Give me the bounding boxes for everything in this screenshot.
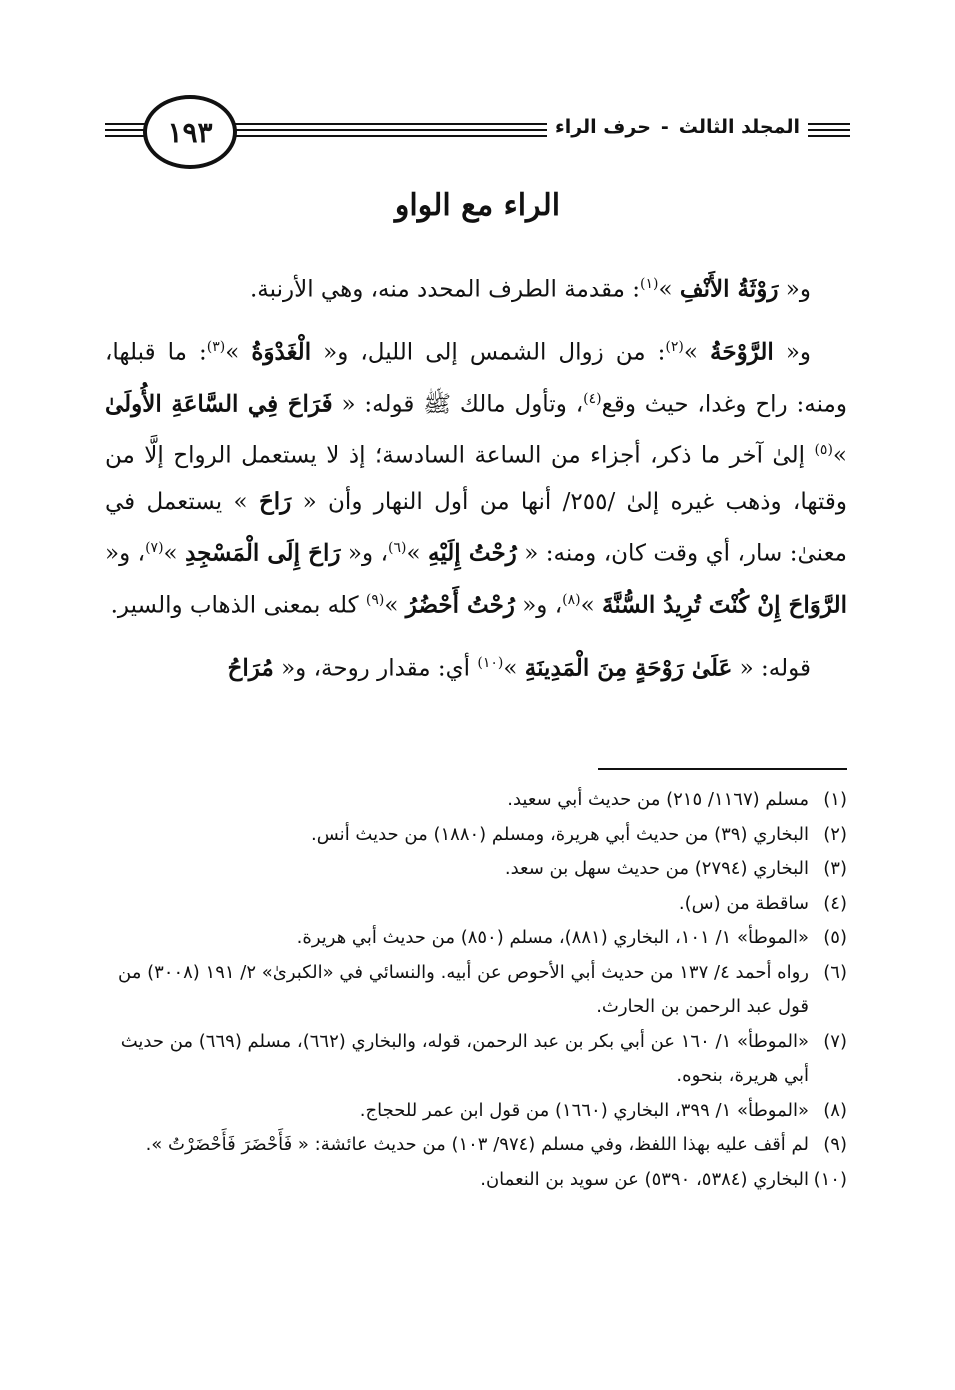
- footnote-text: «الموطأ» ١/ ١٠١، البخاري (٨٨١)، مسلم (٨٥٠) من حديث أبي هريرة.: [296, 927, 809, 948]
- chapter-label: حرف الراء: [555, 116, 651, 138]
- footnote-text: «الموطأ» ١/ ٣٩٩، البخاري (١٦٦٠) من قول ابن عمر للحجاج.: [359, 1099, 809, 1121]
- term: مُرَاحُ: [227, 654, 274, 682]
- footnote-text: البخاري (٣٩) من حديث أبي هريرة، ومسلم (١٨٨٠) من حديث أنس.: [311, 823, 809, 845]
- body-text: [105, 262, 847, 704]
- section-title: الراء مع الواو: [394, 188, 561, 223]
- paragraph-1: [105, 262, 847, 313]
- running-head: [547, 116, 808, 138]
- term: عَلَىٰ رَوْحَةٍ مِنَ الْمَدِينَةِ: [524, 654, 733, 682]
- term: رُحْتُ إِلَيْهِ: [428, 539, 517, 567]
- footnote: [105, 921, 847, 956]
- footnote-number: (٣): [823, 858, 847, 879]
- quote-close: »: [658, 276, 680, 303]
- term: فَرَاحَ فِي السَّاعَةِ الأُولَىٰ: [105, 390, 333, 418]
- footnote-number: (٥): [823, 927, 847, 948]
- quote-close: »: [503, 655, 525, 682]
- footnote: [105, 852, 847, 887]
- footnote-ref: (٧): [145, 540, 164, 557]
- text-run: : مقدمة الطرف المحدد منه، وهي الأرنبة.: [250, 276, 640, 303]
- footnote-ref: (٩): [365, 591, 385, 608]
- footnotes: [105, 783, 847, 1197]
- footnote: [105, 1094, 847, 1129]
- text-run: » يستعمل في معنىٰ: سار، أي وقت كان، ومنه: «: [105, 489, 847, 567]
- term: الرَّوَاحَ إِنْ كُنْتَ تُرِيدُ السُّنَّةَ: [602, 591, 847, 619]
- term: رَاحَ إِلَى الْمَسْجِدِ: [185, 539, 341, 567]
- footnote-ref: (٢): [665, 339, 684, 356]
- quote-close: »: [580, 592, 603, 619]
- footnote-text: مسلم (١١٦٧/ ٢١٥) من حديث أبي سعيد.: [507, 789, 809, 810]
- footnote-number: (٨): [823, 1099, 847, 1121]
- footnote-ref: (٥): [814, 442, 833, 459]
- footnote-number: (٤): [823, 892, 847, 914]
- text-run: : ما قبلها، ومنه: راح وغدا، حيث وقع: [105, 340, 847, 418]
- text-run: ، و«: [105, 540, 146, 567]
- text-run: قوله: «: [732, 655, 811, 682]
- footnote: [105, 818, 847, 853]
- footnote-text: لم أقف عليه بهذا اللفظ، وفي مسلم (٩٧٤/ ١٠٣) من حديث عائشة: « فَأَحْضَرَ فَأَحْضَرْتُ ».: [145, 1134, 809, 1155]
- quote-close: »: [683, 340, 711, 367]
- paragraph-3: [105, 641, 847, 692]
- footnote: [105, 1025, 847, 1094]
- quote-open: و«: [773, 340, 811, 367]
- term: رَوْثَةُ الأَنْفِ: [679, 275, 779, 303]
- term: رُحْتُ أَحْضُرُ: [405, 591, 515, 619]
- footnote-text: البخاري (٥٣٨٤، ٥٣٩٠) عن سويد بن النعمان.: [480, 1168, 809, 1190]
- quote-close: »: [225, 340, 252, 367]
- footnote-ref: (٨): [562, 591, 581, 608]
- footnote-number: (١): [823, 789, 847, 810]
- footnote-number: (٦): [823, 961, 847, 983]
- text-run: ، و«: [340, 540, 389, 567]
- text-run: : من زوال الشمس إلى الليل، و«: [311, 340, 666, 367]
- page-number: ١٩٣: [143, 95, 237, 169]
- footnote-text: رواه أحمد ٤/ ١٣٧ من حديث أبي الأحوص عن أبيه. والنسائي في «الكبرىٰ» ٢/ ١٩١ (٣٠٠٨) من قول عبد الرحمن بن الحارث.: [118, 961, 809, 1017]
- volume-label: المجلد الثالث: [678, 116, 800, 138]
- header-separator: -: [660, 116, 669, 138]
- footnote: [105, 956, 847, 1025]
- footnote-rule: [598, 768, 847, 770]
- quote-close: »: [406, 540, 429, 567]
- text-run: ، و«: [514, 592, 563, 619]
- footnote: [105, 1128, 847, 1163]
- footnote: [105, 783, 847, 818]
- footnote-ref: (٤): [583, 390, 602, 407]
- paragraph-2: [105, 325, 847, 629]
- footnote-ref: (١): [639, 276, 659, 292]
- footnote-number: (٢): [823, 823, 847, 845]
- page-header: [105, 95, 850, 167]
- term: الْغَدْوَةُ: [251, 339, 312, 367]
- text-run: إلىٰ آخر ما ذكر، أجزاء من الساعة السادسة؛ إذ لا يستعمل الرواح إلَّا من وقتها، وذهب غيره إلىٰ /٢٥٥/ أنها من أول النهار وأن «: [105, 442, 847, 516]
- quote-open: و«: [778, 276, 811, 303]
- text-run: ، وتأول مالك ﷺ قوله: «: [332, 391, 584, 418]
- term: الرَّوْحَةُ: [710, 339, 774, 367]
- footnote: [105, 1163, 847, 1198]
- footnote-ref: (٣): [206, 339, 226, 356]
- footnote-text: البخاري (٢٧٩٤) من حديث سهل بن سعد.: [504, 858, 809, 879]
- footnote-number: (٩): [823, 1134, 847, 1155]
- quote-close: »: [384, 592, 406, 619]
- footnote-text: ساقطة من (س).: [678, 892, 809, 914]
- text-run: كله بمعنى الذهاب والسير.: [110, 592, 366, 619]
- footnote-ref: (١٠): [477, 654, 504, 671]
- quote-close: »: [832, 442, 847, 469]
- quote-close: »: [163, 540, 186, 567]
- footnote-ref: (٦): [388, 540, 407, 557]
- term: رَاحَ: [258, 488, 292, 516]
- footnote-number: (٧): [823, 1030, 847, 1052]
- footnote-text: «الموطأ» ١/ ١٦٠ عن أبي بكر بن عبد الرحمن، قوله، والبخاري (٦٦٢)، مسلم (٦٦٩) من حديث أبي هريرة، بنحوه.: [120, 1030, 809, 1086]
- text-run: أي: مقدار روحة، و«: [273, 655, 478, 682]
- footnote-number: (١٠): [813, 1168, 847, 1190]
- footnote: [105, 887, 847, 922]
